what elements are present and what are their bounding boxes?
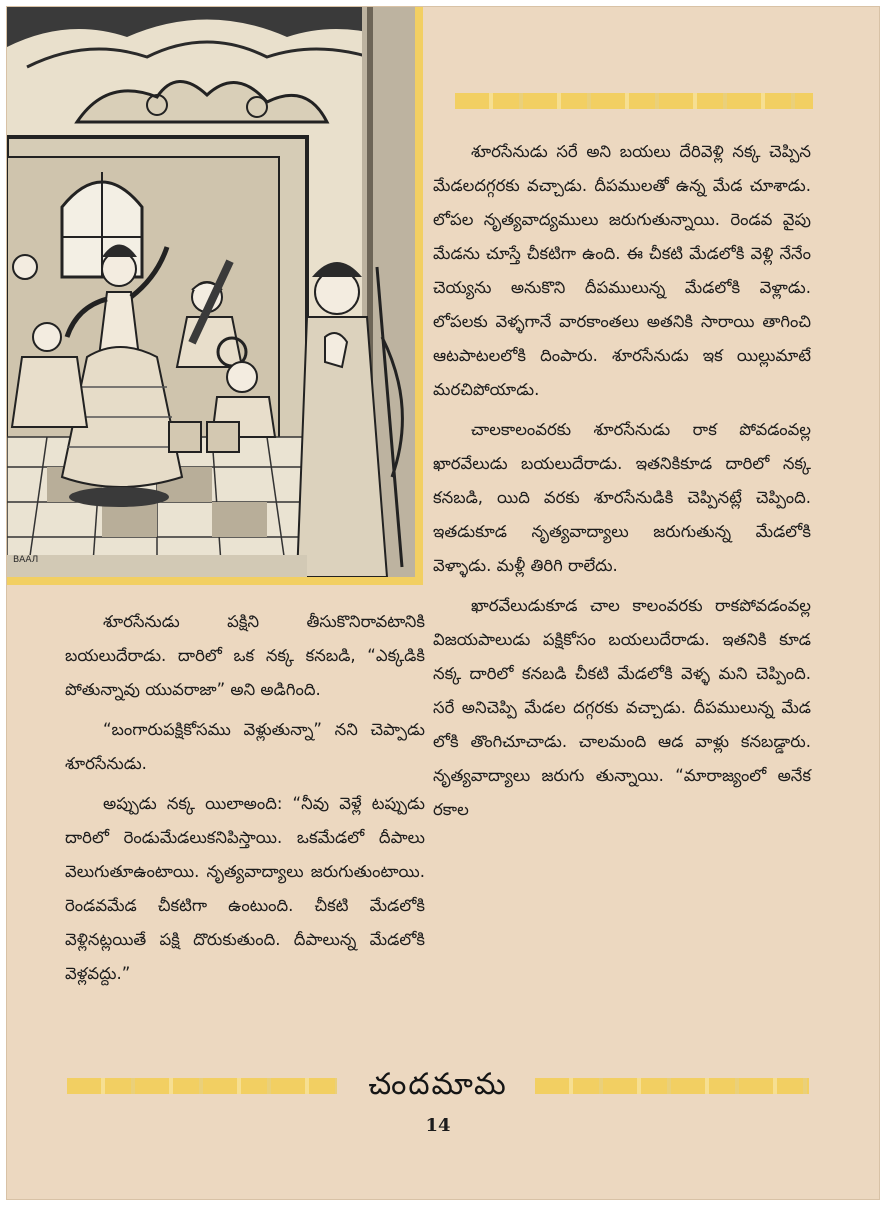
paragraph: చాలకాలంవరకు శూరసేనుడు రాక పోవడంవల్ల ఖారవేలుడు బయలుదేరాడు. ఇతనికికూడ దారిలో నక్క కనబడి, యిది వరకు శూరసేనుడికి చెప్పినట్లే చెప్పింది. ఇతడుకూడ నృత్యవాద్యాలు జరుగుతున్న మేడలోకి వెళ్ళాడు. మళ్లీ తిరిగి రాలేదు. (433, 420, 811, 575)
paragraph: అప్పుడు నక్క యిలాఅంది: “నీవు వెళ్లే టప్పుడు దారిలో రెండుమేడలుకనిపిస్తాయి. ఒకమేడలో దీపాలు వెలుగుతూఉంటాయి. నృత్యవాద్యాలు జరుగుతుంటాయి. రెండవమేడ చీకటిగా ఉంటుంది. చీకటి మేడలోకి వెళ్లినట్లయితే పక్షి దొరుకుతుంది. దీపాలున్న మేడలోకి వెళ్లవద్దు.” (65, 794, 425, 983)
decorative-band-footer-right (535, 1078, 809, 1094)
paragraph: “బంగారుపక్షికోసము వెళ్లుతున్నా” నని చెప్పాడు శూరసేనుడు. (65, 720, 425, 773)
paragraph: ఖారవేలుడుకూడ చాల కాలంవరకు రాకపోవడంవల్ల విజయపాలుడు పక్షికోసం బయలుదేరాడు. ఇతనికి కూడ నక్క దారిలో కనబడి చీకటి మేడలోకి వెళ్ళ మని చెప్పింది. సరే అనిచెప్పి మేడల దగ్గరకు వచ్చాడు. దీపములున్న మేడ లోకి తొంగిచూచాడు. చాలమంది ఆడ వాళ్లు కనబడ్డారు. నృత్యవాద్యాలు జరుగు తున్నాయి. “మారాజ్యంలో అనేక రకాల (433, 596, 811, 819)
paragraph: శూరసేనుడు పక్షిని తీసుకొనిరావటానికి బయలుదేరాడు. దారిలో ఒక నక్క కనబడి, “ఎక్కడికి పోతున్నావు యువరాజా” అని అడిగింది. (65, 612, 425, 699)
right-text-column (433, 135, 811, 827)
magazine-title: చందమామ (368, 1067, 508, 1102)
left-text-column (65, 605, 425, 991)
paragraph: శూరసేనుడు సరే అని బయలు దేరివెళ్లి నక్క చెప్పిన మేడలదగ్గరకు వచ్చాడు. దీపములతో ఉన్న మేడ చూశాడు. లోపల నృత్యవాద్యములు జరుగుతున్నాయి. రెండవ వైపు మేడను చూస్తే చీకటిగా ఉంది. ఈ చీకటి మేడలోకి వెళ్లి నేనేం చెయ్యను అనుకొని దీపములున్న మేడలోకి వెళ్లాడు. లోపలకు వెళ్ళగానే వారకాంతలు అతనికి సారాయి తాగించి ఆటపాటలలోకి దింపారు. శూరసేనుడు ఇక యిల్లుమాటే మరచిపోయాడు. (433, 142, 811, 399)
story-illustration (7, 7, 423, 585)
dance-hall-illustration-icon (7, 7, 415, 577)
magazine-page (6, 6, 880, 1200)
artist-signature: ВААЛ (13, 555, 39, 565)
page-number: 14 (425, 1115, 451, 1136)
decorative-band-top (455, 93, 813, 109)
decorative-band-footer-left (67, 1078, 337, 1094)
